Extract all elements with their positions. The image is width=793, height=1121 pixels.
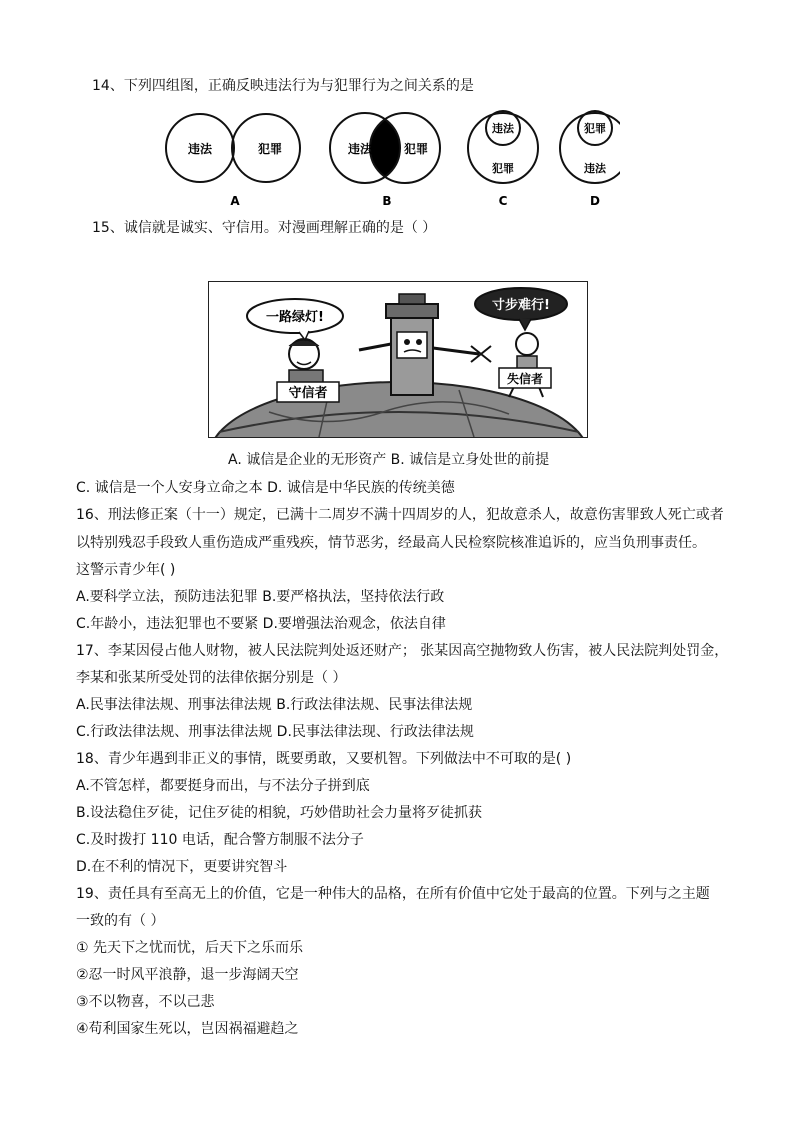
- q17-options-ab: A.民事法律法规、刑事法律法规 B.行政法律法规、民事法律法规: [76, 697, 473, 713]
- q15-options-ab: A. 诚信是企业的无形资产 B. 诚信是立身处世的前提: [228, 452, 550, 468]
- diagram-c-outer-label: 犯罪: [492, 162, 514, 175]
- q18-stem: 18、青少年遇到非正义的事情，既要勇敢，又要机智。下列做法中不可取的是( ): [76, 751, 572, 767]
- diagram-c-letter: C: [498, 194, 508, 208]
- q14-stem: 14、下列四组图，正确反映违法行为与犯罪行为之间关系的是: [92, 78, 474, 94]
- diagram-a-left-label: 违法: [187, 142, 213, 156]
- q19-stem-line2: 一致的有（ ）: [76, 913, 165, 929]
- q15-options-cd: C. 诚信是一个人安身立命之本 D. 诚信是中华民族的传统美德: [76, 480, 455, 496]
- q16-options-ab: A.要科学立法，预防违法犯罪 B.要严格执法，坚持依法行政: [76, 589, 445, 605]
- diagram-a-letter: A: [230, 194, 240, 208]
- q19-item-1: ① 先天下之忧而忧，后天下之乐而乐: [76, 940, 304, 956]
- cartoon-bubble-left: 一路绿灯!: [266, 310, 324, 325]
- q14-venn-diagrams: [160, 110, 620, 210]
- q17-stem-line2: 李某和张某所受处罚的法律依据分别是（ ）: [76, 670, 347, 686]
- q19-stem-line1: 19、责任具有至高无上的价值，它是一种伟大的品格，在所有价值中它处于最高的位置。下列与之主题: [76, 886, 710, 902]
- diagram-d-letter: D: [590, 194, 600, 208]
- diagram-d-outer-label: 违法: [584, 162, 606, 175]
- q18-option-c: C.及时拨打 110 电话，配合警方制服不法分子: [76, 832, 364, 848]
- diagram-b-letter: B: [382, 194, 392, 208]
- q18-option-a: A.不管怎样，都要挺身而出，与不法分子拼到底: [76, 778, 370, 794]
- q15-stem: 15、诚信就是诚实、守信用。对漫画理解正确的是（ ）: [92, 220, 437, 236]
- q19-item-3: ③不以物喜，不以己悲: [76, 994, 215, 1010]
- diagram-d-inner-label: 犯罪: [584, 122, 606, 135]
- q15-cartoon: [208, 281, 588, 438]
- q19-item-2: ②忍一时风平浪静，退一步海阔天空: [76, 967, 299, 983]
- q17-stem-line1: 17、李某因侵占他人财物，被人民法院判处返还财产； 张某因高空抛物致人伤害，被人民法院判处罚金，: [76, 643, 729, 659]
- diagram-c-inner-label: 违法: [492, 122, 514, 135]
- q18-option-d: D.在不利的情况下，更要讲究智斗: [76, 859, 288, 875]
- diagram-a: [166, 114, 300, 208]
- diagram-c: [468, 111, 538, 208]
- diagram-a-right-label: 犯罪: [257, 142, 283, 156]
- diagram-b-left-label: 违法: [347, 142, 373, 156]
- q18-option-b: B.设法稳住歹徒，记住歹徒的相貌，巧妙借助社会力量将歹徒抓获: [76, 805, 483, 821]
- q19-item-4: ④苟利国家生死以，岂因祸福避趋之: [76, 1021, 299, 1037]
- q16-stem-line2: 以特别残忍手段致人重伤造成严重残疾，情节恶劣，经最高人民检察院核准追诉的，应当负刑事责任。: [76, 535, 706, 551]
- cartoon-sign-left: 守信者: [288, 386, 328, 401]
- q16-stem-line3: 这警示青少年( ): [76, 562, 176, 578]
- q16-options-cd: C.年龄小，违法犯罪也不要紧 D.要增强法治观念，依法自律: [76, 616, 446, 632]
- cartoon-bubble-right: 寸步难行!: [492, 298, 550, 313]
- cartoon-sign-right: 失信者: [506, 372, 544, 386]
- cartoon-illustration: [209, 282, 587, 437]
- diagram-d: [560, 111, 620, 208]
- diagram-b-right-label: 犯罪: [403, 142, 429, 156]
- q16-stem-line1: 16、刑法修正案（十一）规定，已满十二周岁不满十四周岁的人，犯故意杀人，故意伤害罪致人死亡或者: [76, 507, 724, 523]
- q17-options-cd: C.行政法律法规、刑事法律法规 D.民事法律法现、行政法律法规: [76, 724, 474, 740]
- diagram-b: [330, 113, 440, 208]
